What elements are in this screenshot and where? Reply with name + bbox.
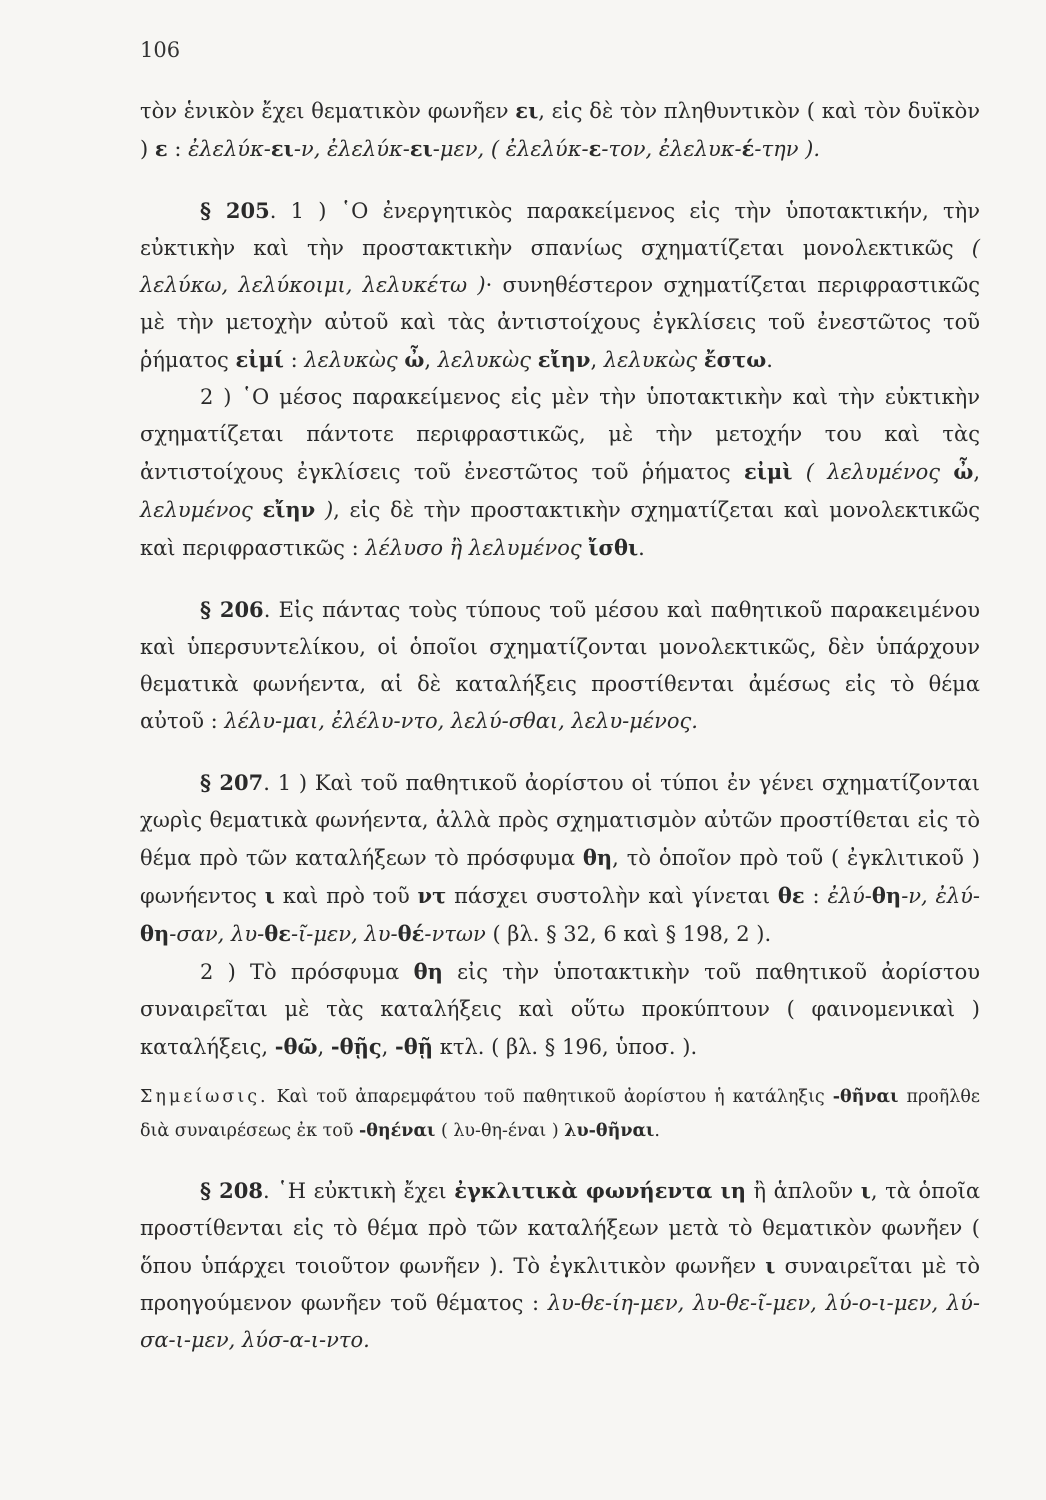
section-206: § 206. Εἰς πάντας τοὺς τύπους τοῦ μέσου καὶ παθητικοῦ παρακειμένου καὶ ὑπερσυντελίκου, οἱ ὁποῖοι σχηματίζονται μονολεκτικῶς, δὲν ὑπάρχουν θεματικὰ φωνήεντα, αἱ δὲ καταλήξεις προστίθενται ἀμέσως εἰς τὸ θέμα αὐτοῦ : λέλυ-μαι, ἐλέλυ-ντο, λελύ-σθαι, λελυ-μένος. [140,597,980,733]
section-207: § 207. 1 ) Καὶ τοῦ παθητικοῦ ἀορίστου οἱ τύποι ἐν γένει σχηματίζονται χωρὶς θεματικὰ φωνήεντα, ἀλλὰ πρὸς σχηματισμὸν αὐτῶν προστίθεται εἰς τὸ θέμα πρὸ τῶν καταλήξεων τὸ πρόσφυμα θη, τὸ ὁποῖον πρὸ τοῦ ( ἐγκλιτικοῦ ) φωνήεντος ι καὶ πρὸ τοῦ ντ πάσχει συστολὴν καὶ γίνεται θε : ἐλύ-θη-ν, ἐλύ-θη-σαν, λυ-θε-ῖ-μεν, λυ-θέ-ντων ( βλ. § 32, 6 καὶ § 198, 2 ). [140,770,981,946]
section-207-part-2: 2 ) Τὸ πρόσφυμα θη εἰς τὴν ὑποτακτικὴν τοῦ παθητικοῦ ἀορίστου συναιρεῖται μὲ τὰς καταλήξεις καὶ οὕτω προκύπτουν ( φαινομενικαὶ ) καταλήξεις, -θῶ, -θῇς, -θῇ κτλ. ( βλ. § 196, ὑποσ. ). [140,959,980,1059]
page-number: 106 [140,38,181,62]
paragraph-continuation: τὸν ἑνικὸν ἔχει θεματικὸν φωνῆεν ει, εἰς δὲ τὸν πληθυντικὸν ( καὶ τὸν δυϊκὸν ) ε : ἐλελύκ-ει-ν, ἐλελύκ-ει-μεν, ( ἐλελύκ-ε-τον, ἐλελυκ-έ-την ). [140,98,980,161]
section-205: § 205. 1 ) ῾Ο ἐνεργητικὸς παρακείμενος εἰς τὴν ὑποτακτικήν, τὴν εὐκτικὴν καὶ τὴν προστακτικὴν σπανίως σχηματίζεται μονολεκτικῶς ( λελύκω, λελύκοιμι, λελυκέτω )· συνηθέστερον σχηματίζεται περιφραστικῶς μὲ τὴν μετοχὴν αὐτοῦ καὶ τὰς ἀντιστοίχους ἐγκλίσεις τοῦ ἐνεστῶτος τοῦ ῥήματος εἰμί : λελυκὼς ὦ, λελυκὼς εἴην, λελυκὼς ἔστω. [140,198,980,372]
section-mark: § 208 [200,1178,264,1203]
section-208: § 208. ῾Η εὐκτικὴ ἔχει ἐγκλιτικὰ φωνήεντα ιη ἢ ἁπλοῦν ι, τὰ ὁποῖα προστίθενται εἰς τὸ θέμα πρὸ τῶν καταλήξεων μετὰ τὸ θεματικὸν φωνῆεν ( ὅπου ὑπάρχει τοιοῦτον φωνῆεν ). Τὸ ἐγκλιτικὸν φωνῆεν ι συναιρεῖται μὲ τὸ προηγούμενον φωνῆεν τοῦ θέματος : λυ-θε-ίη-μεν, λυ-θε-ῖ-μεν, λύ-ο-ι-μεν, λύ-σα-ι-μεν, λύσ-α-ι-ντο. [140,1178,980,1352]
section-205-part-2: 2 ) ῾Ο μέσος παρακείμενος εἰς μὲν τὴν ὑποτακτικὴν καὶ τὴν εὐκτικὴν σχηματίζεται πάντοτε περιφραστικῶς, μὲ τὴν μετοχήν του καὶ τὰς ἀντιστοίχους ἐγκλίσεις τοῦ ἐνεστῶτος τοῦ ῥήματος εἰμὶ ( λελυμένος ὦ, λελυμένος εἴην ), εἰς δὲ τὴν προστακτικὴν σχηματίζεται καὶ μονολεκτικῶς καὶ περιφραστικῶς : λέλυσο ἢ λελυμένος ἴσθι. [140,385,980,560]
section-mark: § 205 [200,198,270,223]
section-mark: § 207 [200,770,264,795]
section-mark: § 206 [200,597,264,622]
note-label: Σημείωσις. [140,1087,269,1107]
note-paragraph: Σημείωσις. Καὶ τοῦ ἀπαρεμφάτου τοῦ παθητικοῦ ἀορίστου ἡ κατάληξις -θῆναι προῆλθε διὰ συναιρέσεως ἐκ τοῦ -θηέναι ( λυ-θη-έναι ) λυ-θῆναι. [140,1087,980,1141]
body-text [140,92,980,1359]
